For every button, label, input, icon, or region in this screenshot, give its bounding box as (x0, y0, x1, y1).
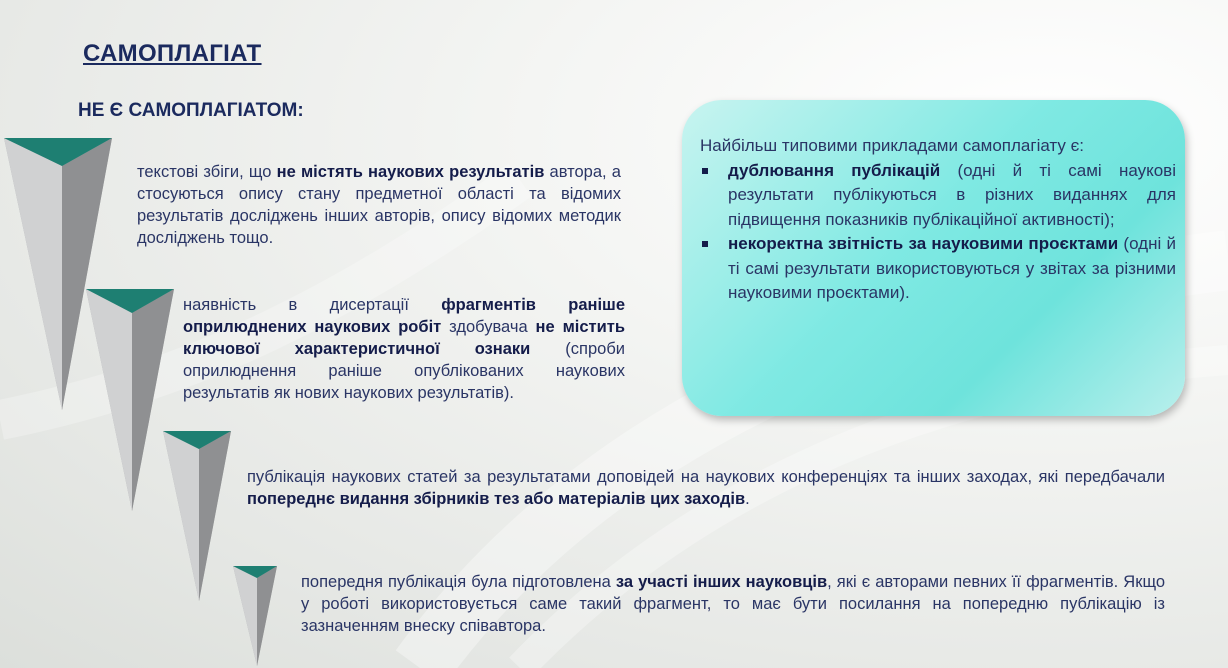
emphasis-text: не містить ключової характеристичної ознаки (183, 318, 625, 358)
emphasis-text: не містять наукових результатів (276, 163, 545, 181)
body-text: автора, а стосуються опису стану предметної області та відомих результатів досліджень інших авторів, опису відомих методик досліджень тощо. (137, 163, 621, 247)
callout-bullet (700, 159, 1176, 233)
item-4-text (301, 571, 1165, 637)
callout-bullet (700, 232, 1176, 306)
item-3-text (247, 466, 1165, 510)
item-1-text (137, 161, 621, 249)
body-text: (одні й ті самі наукові результати публікуються в різних виданнях для підвищення показників публікаційної активності); (728, 160, 1176, 229)
body-text: (спроби оприлюднення раніше опублікованих наукових результатів як нових наукових результатів). (183, 340, 625, 402)
body-text: здобувача (441, 318, 536, 336)
body-text: , які є авторами певних її фрагментів. Якщо у роботі використовується саме такий фрагмент, то має бути посилання на попередню публікацію із зазначенням внеску співавтора. (301, 573, 1166, 635)
slide-title: САМОПЛАГІАТ (83, 40, 262, 67)
pyramid-marker-icon (233, 566, 277, 666)
emphasis-text: попереднє видання збірників тез або матеріалів цих заходів (247, 490, 746, 508)
callout-list (700, 159, 1176, 306)
emphasis-text: дублювання публікацій (728, 160, 941, 180)
emphasis-text: фрагментів раніше оприлюднених наукових робіт (183, 296, 625, 336)
pyramid-marker-icon (86, 289, 174, 511)
body-text: текстові збіги, що (137, 163, 277, 181)
slide-subtitle: НЕ Є САМОПЛАГІАТОМ: (78, 100, 304, 121)
callout-content (700, 134, 1176, 306)
emphasis-text: некоректна звітність за науковими проєктами (728, 234, 1119, 253)
body-text: попередня публікація була підготовлена (301, 573, 616, 591)
body-text: (одні й ті самі результати використовуються у звітах за різними науковими проєктами). (728, 234, 1176, 302)
body-text: наявність в дисертації (183, 296, 442, 314)
body-text: . (745, 490, 750, 508)
emphasis-text: за участі інших науковців (615, 573, 828, 591)
pyramid-marker-icon (163, 431, 231, 601)
item-2-text (183, 294, 625, 404)
callout-intro: Найбільш типовими прикладами самоплагіату є: (700, 136, 1085, 155)
body-text: публікація наукових статей за результатами доповідей на наукових конференціях та інших заходах, які передбачали (247, 468, 1165, 486)
